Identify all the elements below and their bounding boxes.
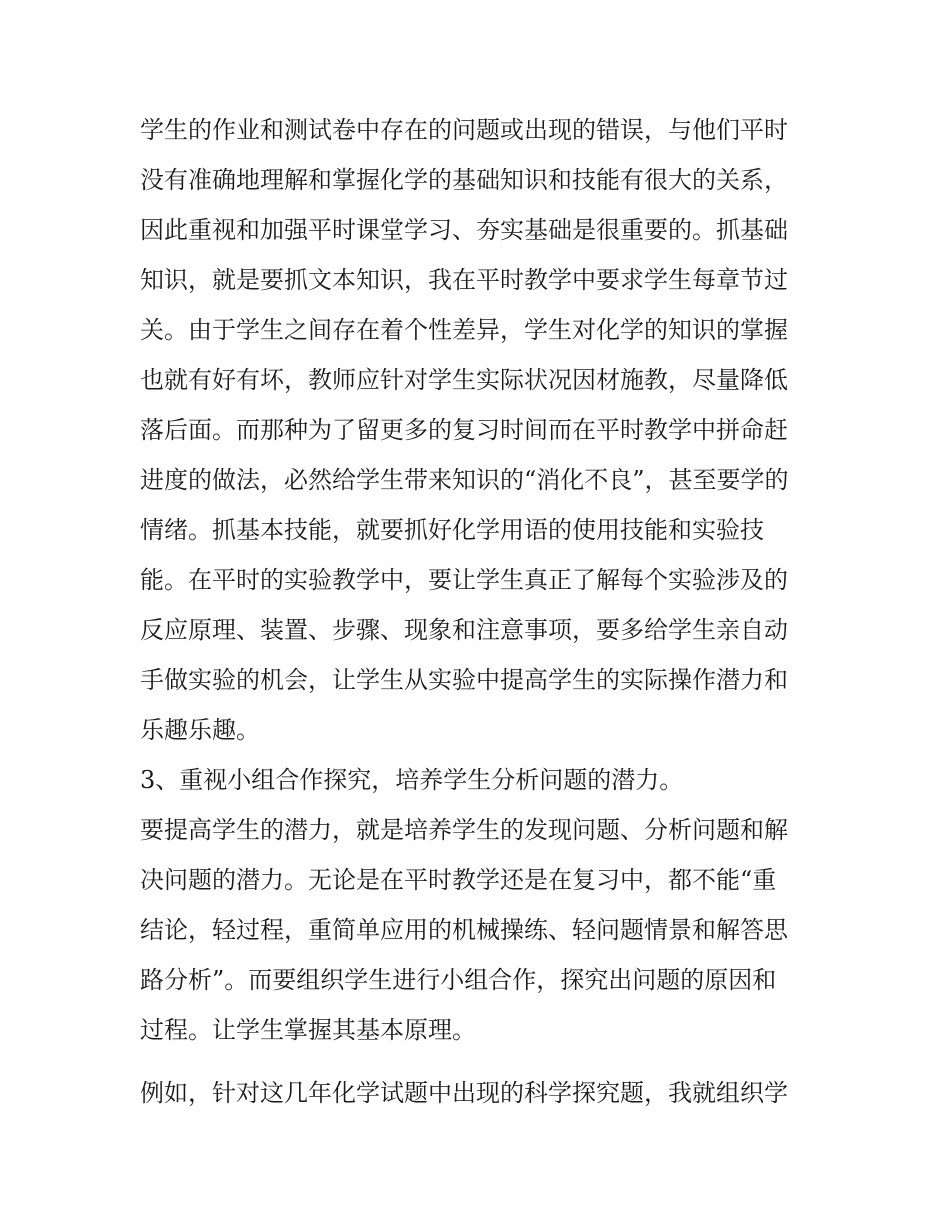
text-line: 结论，轻过程，重简单应用的机械操练、轻问题情景和解答思 [140,916,788,944]
text-line: 决问题的潜力。无论是在平时教学还是在复习中，都不能“重 [140,866,777,894]
text-line: 情绪。抓基本技能，就要抓好化学用语的使用技能和实验技 [140,516,764,544]
text-line: 例如，针对这几年化学试题中出现的科学探究题，我就组织学 [140,1079,788,1107]
text-line: 要提高学生的潜力，就是培养学生的发现问题、分析问题和解 [140,816,788,844]
text-line: 关。由于学生之间存在着个性差异，学生对化学的知识的掌握 [140,316,788,344]
text-line: 学生的作业和测试卷中存在的问题或出现的错误，与他们平时 [140,116,788,144]
text-line: 也就有好有坏，教师应针对学生实际状况因材施教，尽量降低 [140,366,788,394]
text-line: 能。在平时的实验教学中，要让学生真正了解每个实验涉及的 [140,566,788,594]
text-line: 进度的做法，必然给学生带来知识的“消化不良”，甚至要学的 [140,466,789,494]
text-line: 因此重视和加强平时课堂学习、夯实基础是很重要的。抓基础 [140,216,788,244]
text-line: 过程。让学生掌握其基本原理。 [140,1016,476,1044]
text-line: 落后面。而那种为了留更多的复习时间而在平时教学中拼命赶 [140,416,788,444]
text-line: 反应原理、装置、步骤、现象和注意事项，要多给学生亲自动 [140,616,788,644]
text-line: 乐趣乐趣。 [140,716,260,744]
text-line: 知识，就是要抓文本知识，我在平时教学中要求学生每章节过 [140,266,788,294]
text-line: 路分析”。而要组织学生进行小组合作，探究出问题的原因和 [140,966,777,994]
text-line: 手做实验的机会，让学生从实验中提高学生的实际操作潜力和 [140,666,788,694]
section-heading: 3、重视小组合作探究，培养学生分析问题的潜力。 [140,766,684,794]
text-line: 没有准确地理解和掌握化学的基础知识和技能有很大的关系， [140,166,788,194]
